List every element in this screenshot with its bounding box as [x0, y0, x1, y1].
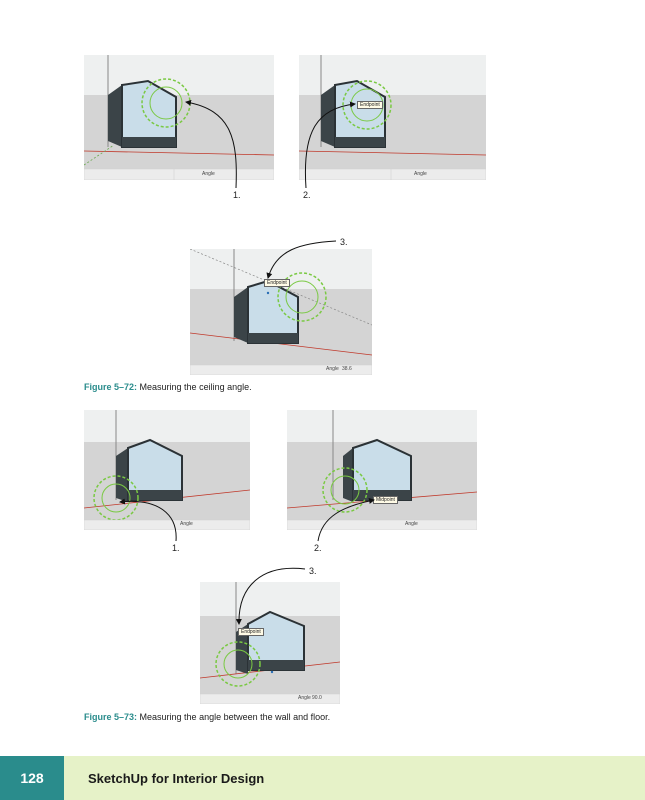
status-bar-label: Angle — [298, 695, 311, 701]
caption-text: Measuring the ceiling angle. — [137, 382, 252, 392]
figure-label: Figure 5–72: — [84, 382, 138, 392]
tooltip: Endpoint — [264, 279, 290, 287]
callout-number-3: 3. — [309, 566, 317, 576]
status-bar-value: 90.0 — [312, 695, 322, 701]
callout-arrow-1 — [120, 501, 176, 541]
status-bar-label: Angle — [180, 521, 193, 527]
tooltip: Midpoint — [373, 496, 398, 504]
callout-number-1: 1. — [233, 190, 241, 200]
caption-text: Measuring the angle between the wall and floor. — [137, 712, 331, 722]
status-bar-label: Angle — [414, 171, 427, 177]
status-bar-label: Angle — [405, 521, 418, 527]
tooltip: Endpoint — [357, 101, 383, 109]
callout-arrow-1 — [186, 102, 236, 188]
callout-arrow-3 — [268, 241, 336, 278]
status-bar-label: Angle — [202, 171, 215, 177]
callout-arrow-2 — [318, 500, 374, 541]
tooltip: Endpoint — [238, 628, 264, 636]
status-bar-value: 38.6 — [342, 366, 352, 372]
callout-number-1: 1. — [172, 543, 180, 553]
callout-number-2: 2. — [303, 190, 311, 200]
callout-number-3: 3. — [340, 237, 348, 247]
figure-label: Figure 5–73: — [84, 712, 138, 722]
callout-arrow-2 — [305, 104, 355, 188]
page-footer — [0, 756, 645, 800]
page-number: 128 — [0, 756, 64, 800]
book-title: SketchUp for Interior Design — [88, 770, 265, 786]
callout-arrow-3 — [239, 568, 305, 624]
status-bar-label: Angle — [326, 366, 339, 372]
callout-number-2: 2. — [314, 543, 322, 553]
